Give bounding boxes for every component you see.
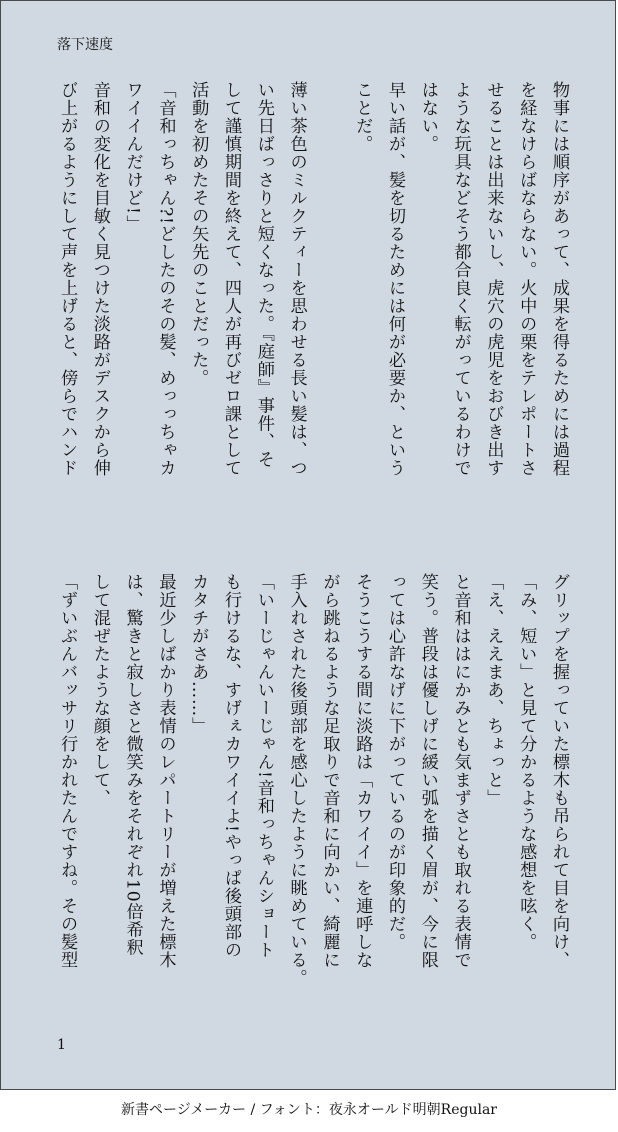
text-column: を経なけらばならない。火中の栗をテレポートさ [516,81,537,477]
text-column: と音和ははにかみとも気まずさとも取れる表情で [450,573,471,969]
text-column: 手入れされた後頭部を感心したように眺めている。 [286,573,307,987]
text-column: 「ずいぶんバッサリ行かれたんですね。その髪型 [57,573,78,969]
text-column: 物事には順序があって、成果を得るためには過程 [549,81,569,477]
text-block-bottom [55,573,575,1013]
text-column: び上がるようにして声を上げると、傍らでハンド [57,81,78,477]
text-column: がら跳ねるような足取りで音和に向かい、綺麗に [319,573,340,969]
text-column: も行けるな、すげぇカワイイよ!やっぱ後頭部の [221,573,242,959]
text-column: 薄い茶色のミルクティーを思わせる長い髪は、つ [286,81,307,477]
running-title: 落下速度 [57,37,113,53]
text-column: 早い話が、髪を切るためには何が必要か、という [385,81,406,477]
text-column: 「え、ええまあ、ちょっと」 [483,573,504,807]
text-column: せることは出来ないし、虎穴の虎児をおびき出す [483,81,504,477]
text-column: い先日ばっさりと短くなった。『庭師』事件、そ [253,81,274,469]
text-column: 「音和っちゃん?!どしたのその髪、めっっちゃカ [155,81,176,477]
text-column: 「いーじゃんいーじゃん!音和っちゃんショート [253,573,274,959]
text-column: グリップを握っていた標木も吊られて目を向け、 [549,573,569,969]
page-number: 1 [57,1037,66,1053]
text-column: そうこうする間に淡路は「カワイイ」を連呼しな [352,573,373,969]
text-column: して謹慎期間を終えて、四人が再びゼロ課として [221,81,242,477]
text-column: っては心許なげに下がっているのが印象的だ。 [385,573,406,951]
text-column: 音和の変化を目敏く見つけた淡路がデスクから伸 [89,81,110,477]
text-column: ことだ。 [352,81,373,153]
text-column: は、驚きと寂しさと微笑みをそれぞれ10倍希釈 [122,573,143,957]
text-column: 活動を初めたその矢先のことだった。 [188,81,209,387]
text-column: して混ぜたような顔をして、 [89,573,110,807]
text-column: 最近少しばかり表情のレパートリーが増えた標木 [155,573,176,969]
credit-line: 新書ページメーカー / フォント：夜永オールド明朝Regular [121,1102,497,1118]
text-column: はない。 [417,81,438,153]
text-column-blank [313,81,346,521]
text-column: カタチがさあ……」 [188,573,209,735]
text-column: ワイイんだけど!」 [122,81,143,233]
text-column: 笑う。普段は優しげに緩い弧を描く眉が、今に限 [417,573,438,969]
text-column: ような玩具などそう都合良く転がっているわけで [450,81,471,477]
text-column: 「み、短い」と見て分かるような感想を呟く。 [516,573,537,951]
text-block-top [55,81,575,521]
